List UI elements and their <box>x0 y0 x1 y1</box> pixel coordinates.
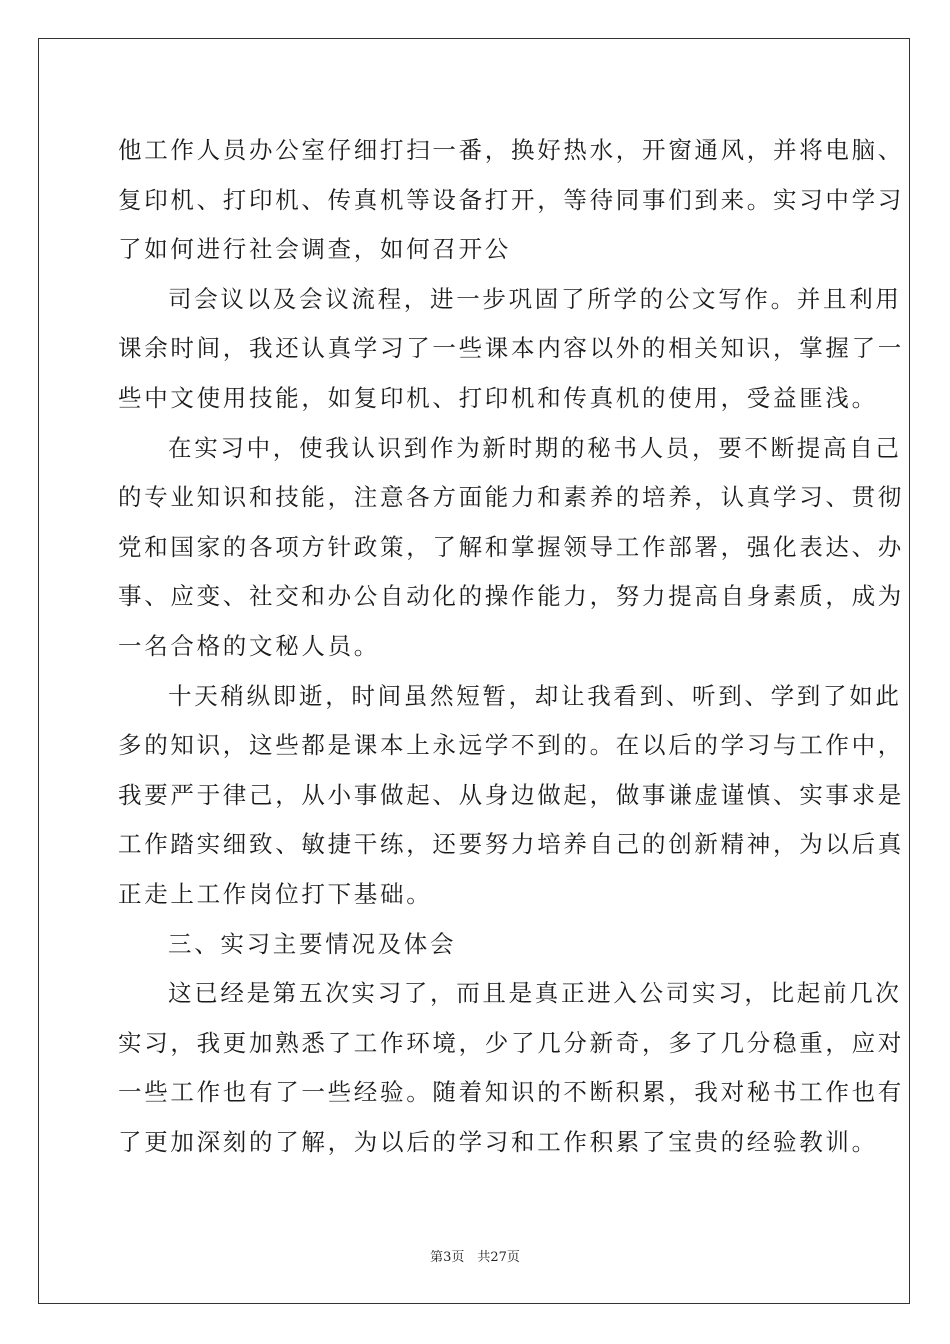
paragraph-line: 多的知识，这些都是课本上永远学不到的。在以后的学习与工作中， <box>118 731 904 760</box>
paragraph-line: 十天稍纵即逝，时间虽然短暂，却让我看到、听到、学到了如此 <box>168 681 902 710</box>
paragraph-line: 三、实习主要情况及体会 <box>168 929 457 958</box>
paragraph-line: 党和国家的各项方针政策，了解和掌握领导工作部署，强化表达、办 <box>118 532 904 561</box>
paragraph-line: 司会议以及会议流程，进一步巩固了所学的公文写作。并且利用 <box>168 284 902 313</box>
paragraph-line: 一名合格的文秘人员。 <box>118 631 380 660</box>
page-number: 第3页 共27页 <box>430 1250 520 1265</box>
paragraph-line: 实习，我更加熟悉了工作环境，少了几分新奇，多了几分稳重，应对 <box>118 1028 904 1057</box>
paragraph-line: 的专业知识和技能，注意各方面能力和素养的培养，认真学习、贯彻 <box>118 483 904 512</box>
paragraph-line: 正走上工作岗位打下基础。 <box>118 879 433 908</box>
paragraph-line: 在实习中，使我认识到作为新时期的秘书人员，要不断提高自己 <box>168 433 902 462</box>
paragraph-line: 了更加深刻的了解，为以后的学习和工作积累了宝贵的经验教训。 <box>118 1127 878 1156</box>
paragraph-line: 一些工作也有了一些经验。随着知识的不断积累，我对秘书工作也有 <box>118 1078 904 1107</box>
paragraph-line: 课余时间，我还认真学习了一些课本内容以外的相关知识，掌握了一 <box>118 334 904 363</box>
paragraph-line: 工作踏实细致、敏捷干练，还要努力培养自己的创新精神，为以后真 <box>118 830 904 859</box>
paragraph-line: 了如何进行社会调查，如何召开公 <box>118 235 511 264</box>
paragraph-line: 复印机、打印机、传真机等设备打开，等待同事们到来。实习中学习 <box>118 185 904 214</box>
paragraph-line: 事、应变、社交和办公自动化的操作能力，努力提高自身素质，成为 <box>118 582 904 611</box>
paragraph-line: 些中文使用技能，如复印机、打印机和传真机的使用，受益匪浅。 <box>118 383 878 412</box>
document-body <box>118 126 904 1167</box>
paragraph-line: 这已经是第五次实习了，而且是真正进入公司实习，比起前几次 <box>168 979 902 1008</box>
paragraph-line: 我要严于律己，从小事做起、从身边做起，做事谦虚谨慎、实事求是 <box>118 780 904 809</box>
paragraph-line: 他工作人员办公室仔细打扫一番，换好热水，开窗通风，并将电脑、 <box>118 136 904 164</box>
